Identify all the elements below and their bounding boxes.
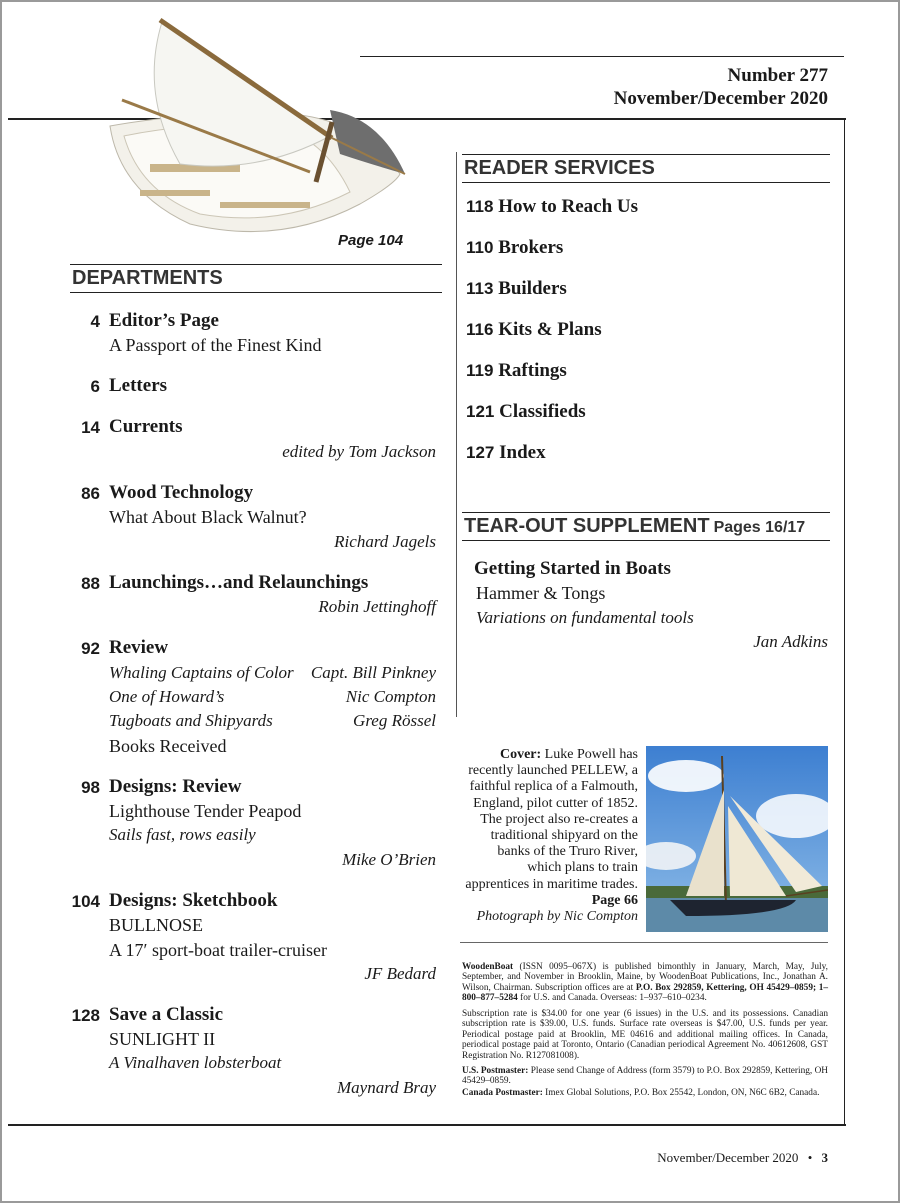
publication-text: (ISSN 0095–067X) is published bimonthly in January, March, May, July, September, and November in Brooklin, Maine, by WoodenBoat Publications, Inc., Jonathan A. Wilson, Chairman. Subscription offices are at [462,962,828,993]
supplement-heading-row [464,515,805,538]
article-title: Designs: Sketchbook [109,890,278,911]
cover-credit: Photograph by Nic Compton [476,909,638,925]
illustration-caption: Page 104 [338,232,404,249]
review-book-title: Whaling Captains of Color [109,663,294,682]
reader-service-item[interactable] [466,401,586,423]
article-author: Richard Jagels [334,532,436,551]
article-title: Launchings…and Relaunchings [109,572,369,593]
us-postmaster [462,1066,828,1087]
supplement-pages: Pages 16/17 [713,519,806,536]
supplement-top-rule [462,512,830,513]
canada-postmaster [462,1088,828,1098]
article-title: Letters [109,375,168,396]
right-border-rule [844,118,845,1126]
reader-service-item[interactable] [466,319,602,341]
issue-number: Number 277 [727,65,828,86]
fine-print-rule [460,942,828,943]
cover-page-ref: Page 66 [591,892,638,908]
article-tagline: Sails fast, rows easily [109,825,256,844]
overseas-phone: for U.S. and Canada. Overseas: 1–937–610–0234. [520,993,707,1004]
cover-label: Cover: [499,747,542,762]
page-number: 128 [71,1006,100,1025]
footer-bullet: • [807,1150,813,1165]
supplement-tagline: Variations on fundamental tools [476,608,694,627]
review-book-author: Greg Rössel [353,711,436,730]
article-title: Editor’s Page [109,310,219,331]
publication-info [462,962,828,1004]
supplement-heading: TEAR-OUT SUPPLEMENT [464,515,710,537]
page-number: 104 [71,892,100,911]
canada-postmaster-text: Imex Global Solutions, P.O. Box 25542, London, ON, N6C 6B2, Canada. [545,1088,820,1098]
column-divider [456,152,457,717]
article-title: Review [109,637,169,658]
supplement-bottom-rule [462,540,830,541]
publication-name: WoodenBoat [462,962,514,972]
service-title: Classifieds [499,401,586,422]
article-subtitle: What About Black Walnut? [109,507,307,527]
article-author: Mike O’Brien [342,850,436,869]
page-number: 113 [466,279,494,298]
page-number: 119 [466,361,494,380]
subscription-rates: Subscription rate is $34.00 for one year (6 issues) in the U.S. and its possessions. Canadian subscription rate is $39.00, U.S. funds. Surface rate overseas is $47.00, U.S. funds per year. Periodical postage paid at Brooklin, ME 04616 and additional mailing offices. In Canada, periodical postage paid at Toronto, Ontario (Canadian periodical Agreement No. 40612608, GST Registration No. R127081008). [462,1009,828,1061]
article-subtitle: Lighthouse Tender Peapod [109,801,302,821]
service-title: Brokers [498,237,564,258]
service-title: How to Reach Us [498,196,639,217]
reader-service-item[interactable] [466,278,567,300]
page-number: 98 [81,778,100,797]
article-author: Robin Jettinghoff [318,597,436,616]
article-subtitle: SUNLIGHT II [109,1029,216,1049]
article-author: edited by Tom Jackson [282,442,436,461]
footer-page-number: 3 [821,1150,828,1165]
page-number: 110 [466,238,494,257]
boat-illustration [100,14,420,246]
article-author: Maynard Bray [337,1078,436,1097]
reader-services-top-rule [462,154,830,155]
article-author: JF Bedard [364,964,436,983]
supplement-author: Jan Adkins [753,632,828,651]
article-title: Designs: Review [109,776,242,797]
page-number: 86 [81,484,100,503]
service-title: Raftings [498,360,567,381]
service-title: Index [499,442,546,463]
canada-postmaster-label: Canada Postmaster: [462,1088,543,1098]
service-title: Builders [498,278,567,299]
review-book-author: Capt. Bill Pinkney [310,663,436,682]
departments-heading: DEPARTMENTS [72,267,223,289]
page-number: 121 [466,402,495,421]
page-number: 127 [466,443,495,462]
article-tagline: A 17′ sport-boat trailer-cruiser [109,940,328,960]
page-number: 4 [90,312,100,331]
article-title: Save a Classic [109,1004,223,1025]
article-subtitle: BULLNOSE [109,915,203,935]
page-number: 14 [81,418,100,437]
page-footer [657,1150,828,1166]
departments-bottom-rule [70,292,442,293]
page-number: 92 [81,639,100,658]
issue-header [614,64,828,110]
us-postmaster-label: U.S. Postmaster: [462,1066,529,1076]
reader-service-item[interactable] [466,196,638,218]
supplement-title: Getting Started in Boats [474,558,671,579]
reader-services-bottom-rule [462,182,830,183]
page-number: 118 [466,197,494,216]
article-tagline: A Vinalhaven lobsterboat [109,1053,282,1072]
review-book-author: Nic Compton [345,687,436,706]
us-postmaster-text: Please send Change of Address (form 3579) to P.O. Box 292859, Kettering, OH 45429–0859. [462,1066,829,1087]
article-title: Currents [109,416,183,437]
review-book-title: One of Howard’s [109,687,225,706]
cover-text: Luke Powell has recently launched PELLEW, a faithful replica of a Falmouth, England, pilot cutter of 1852. The project also re-creates a traditional shipyard on the banks of the Truro River, which plans to train apprentices in maritime trades. [465,747,638,892]
article-subtitle: A Passport of the Finest Kind [109,335,322,355]
top-rule [360,56,844,57]
books-received: Books Received [109,736,227,756]
reader-service-item[interactable] [466,360,567,382]
supplement-subtitle: Hammer & Tongs [476,583,606,603]
bottom-rule [8,1124,846,1126]
issue-date: November/December 2020 [613,88,828,109]
service-title: Kits & Plans [498,319,602,340]
reader-service-item[interactable] [466,442,546,464]
page-number: 88 [81,574,100,593]
page-number: 6 [90,377,100,396]
departments-top-rule [70,264,442,265]
subscription-address: P.O. Box 292859, Kettering, OH 45429–0859; 1–800–877–5284 [462,982,829,1004]
reader-service-item[interactable] [466,237,563,259]
cover-photo [646,746,828,932]
reader-services-heading: READER SERVICES [464,157,655,179]
cover-caption [462,747,638,925]
article-title: Wood Technology [109,482,254,503]
footer-date: November/December 2020 [657,1150,799,1165]
page-number: 116 [466,320,494,339]
review-book-title: Tugboats and Shipyards [109,711,273,730]
